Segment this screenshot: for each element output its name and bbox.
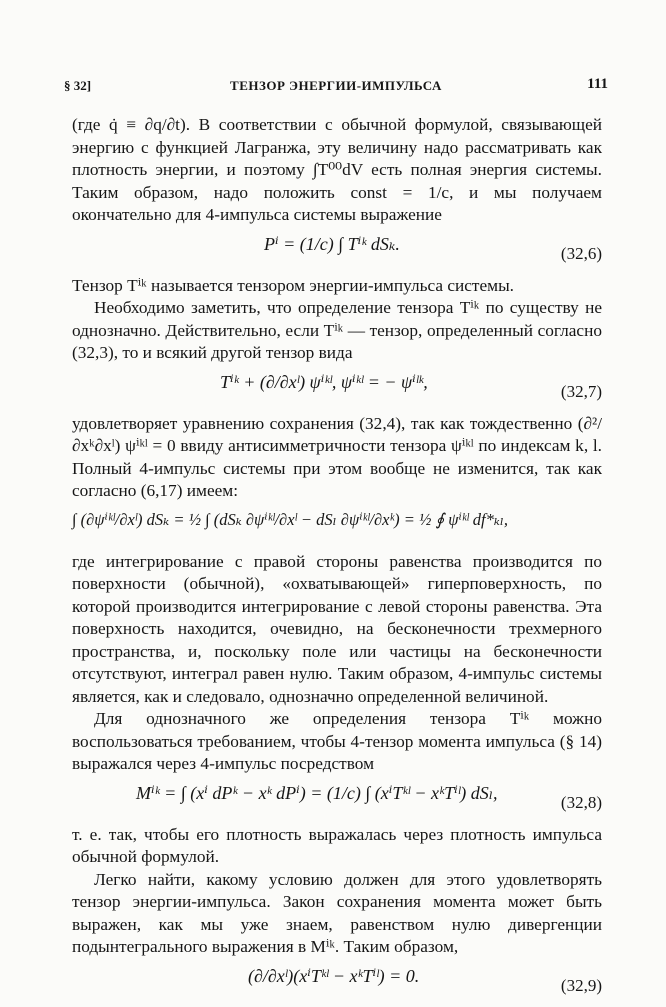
equation-32-6 [72, 233, 602, 275]
running-title: ТЕНЗОР ЭНЕРГИИ-ИМПУЛЬСА [230, 78, 442, 93]
equation-formula: Tⁱᵏ + (∂/∂xˡ) ψⁱᵏˡ, ψⁱᵏˡ = − ψⁱˡᵏ, [220, 371, 428, 392]
equation-formula: ∫ (∂ψⁱᵏˡ/∂xˡ) dSₖ = ½ ∫ (dSₖ ∂ψⁱᵏˡ/∂xˡ − dSₗ ∂ψⁱᵏˡ/∂xᵏ) = ½ ∮ ψⁱᵏˡ df*ₖₗ, [72, 509, 509, 529]
equation-number: (32,6) [560, 243, 602, 263]
page-number: 111 [587, 76, 608, 92]
paragraph: т. е. так, чтобы его плотность выражалась через плотность импульса обычной формулой. [72, 824, 602, 866]
paragraph: удовлетворяет уравнению сохранения (32,4), так как тождественно (∂²/∂xᵏ∂xˡ) ψⁱᵏˡ = 0 ввиду антисимметричности тензора ψⁱᵏˡ по индексам k, l. Полный 4-импульс системы при этом вообще не изменится, так как согласно (6,17) имеем: [72, 413, 602, 500]
body-text [72, 114, 602, 1007]
equation-6-17-application [72, 509, 602, 551]
equation-number: (32,8) [560, 792, 602, 812]
paragraph: Необходимо заметить, что определение тензора Tⁱᵏ по существу не однозначно. Действительно, если Tⁱᵏ — тензор, определенный согласно (32,3), то и всякий другой тензор вида [72, 298, 602, 362]
equation-number: (32,7) [560, 381, 602, 401]
paragraph: где интегрирование с правой стороны равенства производится по поверхности (обычной), «охватывающей» гиперповерхность, по которой производится интегрирование с левой стороны равенства. Эта поверхность находится, очевидно, на бесконечности трехмерного пространства, и, поскольку поле или частицы на бесконечности отсутствуют, интеграл равен нулю. Таким образом, 4-импульс системы является, как и следовало, однозначно определенной величиной. [72, 551, 602, 706]
equation-formula: Pⁱ = (1/c) ∫ Tⁱᵏ dSₖ. [264, 233, 400, 254]
equation-32-8 [72, 782, 602, 824]
equation-formula: (∂/∂xˡ)(xⁱTᵏˡ − xᵏTⁱˡ) = 0. [248, 965, 420, 986]
section-marker: § 32] [64, 78, 92, 93]
running-header [64, 74, 608, 100]
equation-32-9 [72, 965, 602, 1007]
equation-32-7 [72, 371, 602, 413]
paragraph: Для однозначного же определения тензора Tⁱᵏ можно воспользоваться требованием, чтобы 4-тензор момента импульса (§ 14) выражался через 4-импульс посредством [72, 709, 602, 773]
paragraph: Тензор Tⁱᵏ называется тензором энергии-импульса системы. [72, 275, 515, 295]
paragraph: Легко найти, какому условию должен для этого удовлетворять тензор энергии-импульса. Закон сохранения момента может быть выражен, как мы уже знаем, равенством нулю дивергенции подынтегрального выражения в Mⁱᵏ. Таким образом, [72, 869, 602, 956]
equation-number: (32,9) [560, 975, 602, 995]
paragraph: (где q̇ ≡ ∂q/∂t). В соответствии с обычной формулой, связывающей энергию с функцией Лагранжа, эту величину надо рассматривать как плотность энергии, и поэтому ∫T⁰⁰dV есть полная энергия системы. Таким образом, надо положить const = 1/c, и мы получаем окончательно для 4-импульса системы выражение [72, 115, 602, 224]
equation-formula: Mⁱᵏ = ∫ (xⁱ dPᵏ − xᵏ dPⁱ) = (1/c) ∫ (xⁱTᵏˡ − xᵏTⁱˡ) dSₗ, [136, 782, 498, 803]
